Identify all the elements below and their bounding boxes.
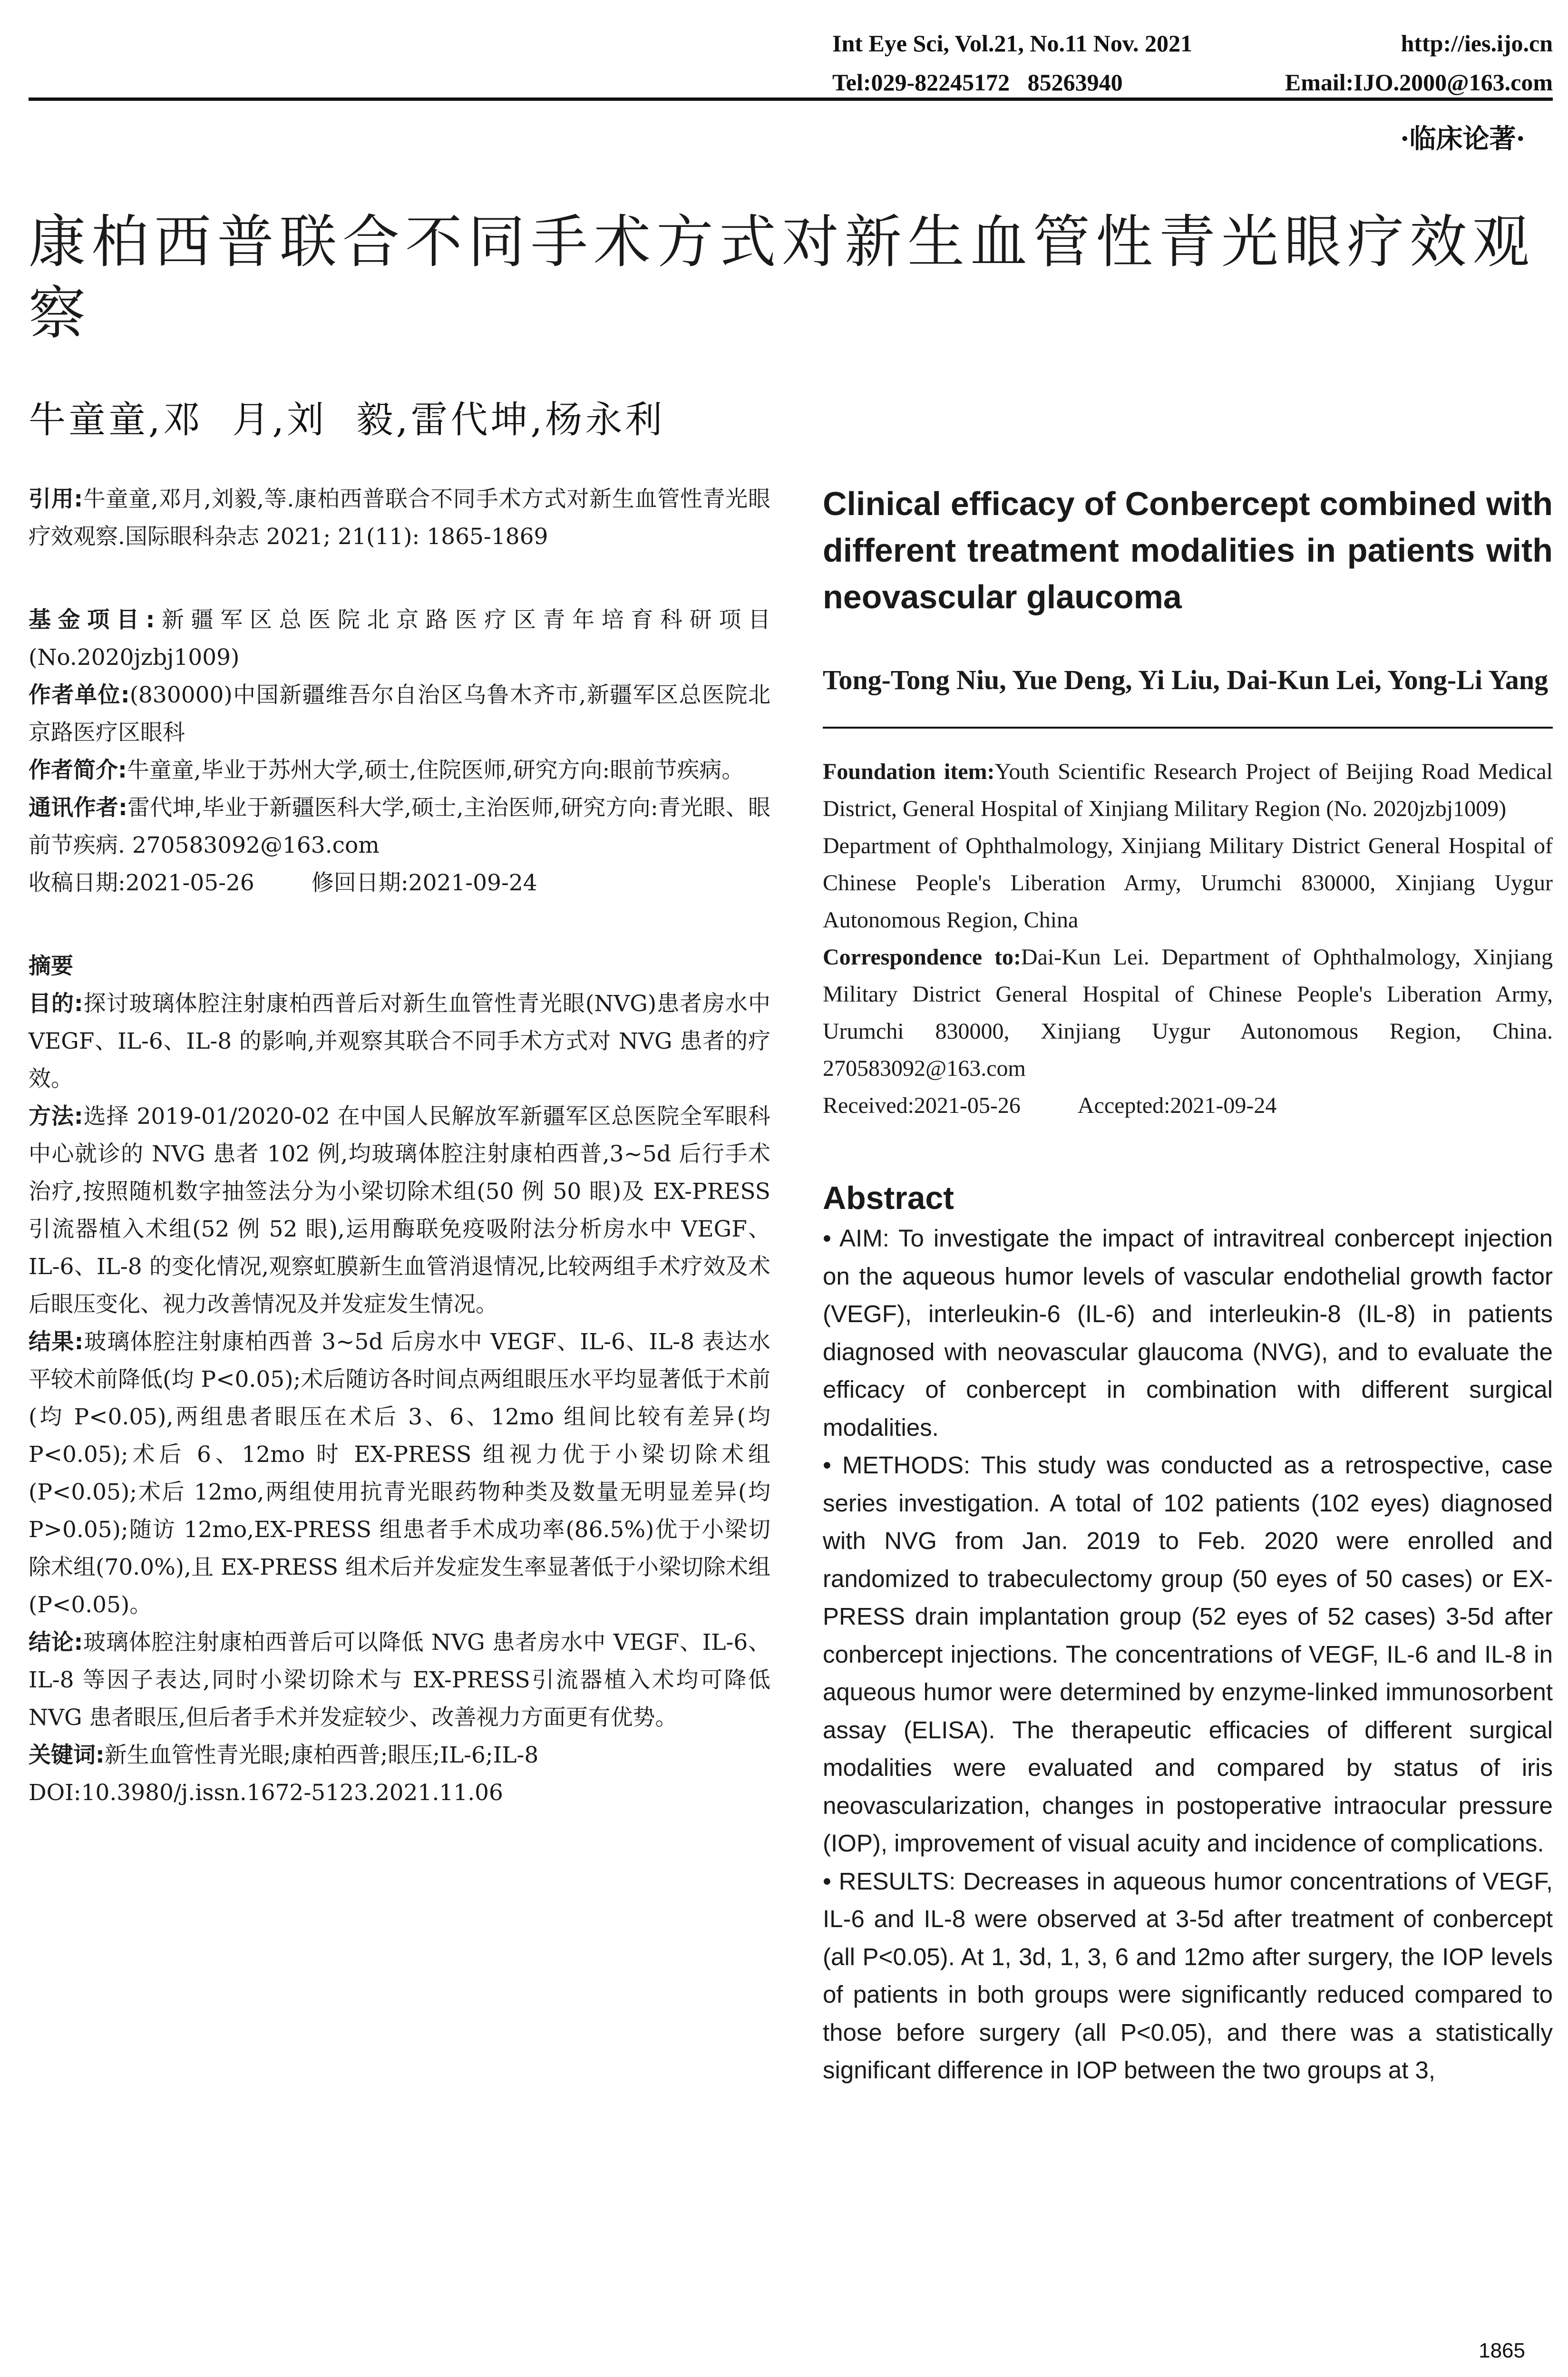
foundation-label: Foundation item: <box>823 759 995 784</box>
section-tag: ·临床论著· <box>1400 123 1525 155</box>
foundation-text: Youth Scientific Research Project of Beijing Road Medical District, General Hospital of Xinjiang Military Region (No. 2020jzbj1009) <box>823 759 1553 821</box>
abstract-en <box>823 1219 1553 2089</box>
correspondence-text-en: Dai-Kun Lei. Department of Ophthalmology, Xinjiang Military District General Hospital of Chinese People's Liberation Army, Urumchi 830000, Xinjiang Uygur Autonomous Region, China. 270583092@163.com <box>823 945 1553 1081</box>
dates-en <box>823 1087 1553 1124</box>
article-info-en <box>823 753 1553 1124</box>
revised-label-cn: 修回日期: <box>311 870 409 896</box>
citation-block <box>29 480 770 555</box>
keywords-block-cn <box>29 1736 770 1774</box>
keywords-label-cn: 关键词: <box>29 1742 105 1768</box>
journal-url: http://ies.ijo.cn <box>1401 30 1553 57</box>
conclusion-block-cn <box>29 1624 770 1736</box>
right-column <box>823 480 1553 2089</box>
journal-phone: Tel:029-82245172 85263940 <box>832 69 1123 96</box>
fund-text: 新疆军区总医院北京路医疗区青年培育科研项目(No.2020jzbj1009) <box>29 607 770 671</box>
results-text-en: • RESULTS: Decreases in aqueous humor concentrations of VEGF, IL-6 and IL-8 were observed at 3-5d after treatment of conbercept (all P<0.05). At 1, 3d, 1, 3, 6 and 12mo after surgery, the IOP levels of patients in both groups were significantly reduced compared to those before surgery (all P<0.05), and there was a statistically significant difference in IOP between the two groups at 3, <box>823 1867 1553 2084</box>
correspondence-label-cn: 通讯作者: <box>29 795 127 821</box>
accepted-date-en: Accepted:2021-09-24 <box>1077 1093 1277 1118</box>
results-block-cn <box>29 1323 770 1624</box>
abstract-heading-cn: 摘要 <box>29 953 73 979</box>
citation-label: 引用: <box>29 486 83 512</box>
author-divider <box>823 727 1553 729</box>
aim-text-en: • AIM: To investigate the impact of intravitreal conbercept injection on the aqueous humor levels of vascular endothelial growth factor (VEGF), interleukin-6 (IL-6) and interleukin-8 (IL-8) in patients diagnosed with neovascular glaucoma (NVG), and to evaluate the efficacy of conbercept in combination with different surgical modalities. <box>823 1225 1553 1441</box>
received-label-cn: 收稿日期: <box>29 870 126 896</box>
received-date-en: Received:2021-05-26 <box>823 1093 1021 1118</box>
keywords-text-cn: 新生血管性青光眼;康柏西普;眼压;IL-6;IL-8 <box>104 1742 539 1768</box>
results-text-cn: 玻璃体腔注射康柏西普 3~5d 后房水中 VEGF、IL-6、IL-8 表达水平较术前降低(均 P<0.05);术后随访各时间点两组眼压水平均显著低于术前(均 P<0.05),两组患者眼压在术后 3、6、12mo 组间比较有差异(均 P<0.05);术后 6、12mo 时 EX-PRESS 组视力优于小梁切除术组(P<0.05);术后 12mo,两组使用抗青光眼药物种类及数量无明显差异(均 P>0.05);随访 12mo,EX-PRESS 组患者手术成功率(86.5%)优于小梁切除术组(70.0%),且 EX-PRESS 组术后并发症发生率显著低于小梁切除术组(P<0.05)。 <box>29 1329 770 1618</box>
doi-text: DOI:10.3980/j.issn.1672-5123.2021.11.06 <box>29 1780 503 1806</box>
unit-text: (830000)中国新疆维吾尔自治区乌鲁木齐市,新疆军区总医院北京路医疗区眼科 <box>29 682 771 746</box>
journal-header <box>832 24 1553 102</box>
citation-text: 牛童童,邓月,刘毅,等.康柏西普联合不同手术方式对新生血管性青光眼疗效观察.国际眼科杂志 2021; 21(11): 1865-1869 <box>29 486 771 550</box>
correspondence-block-cn <box>29 789 770 864</box>
methods-label-cn: 方法: <box>29 1103 83 1130</box>
abstract-heading-en: Abstract <box>823 1180 954 1216</box>
received-date-cn: 2021-05-26 <box>125 870 254 896</box>
unit-label: 作者单位: <box>29 682 130 708</box>
conclusion-label-cn: 结论: <box>29 1629 83 1656</box>
article-title-cn: 康柏西普联合不同手术方式对新生血管性青光眼疗效观察 <box>29 209 1535 347</box>
journal-citation: Int Eye Sci, Vol.21, No.11 Nov. 2021 <box>832 30 1193 57</box>
revised-date-cn: 2021-09-24 <box>408 870 537 896</box>
left-column <box>29 480 770 1812</box>
methods-block-cn <box>29 1098 770 1323</box>
bio-text: 牛童童,毕业于苏州大学,硕士,住院医师,研究方向:眼前节疾病。 <box>127 757 744 783</box>
unit-block <box>29 676 770 751</box>
aim-label-cn: 目的: <box>29 991 83 1017</box>
dates-cn <box>29 864 770 902</box>
fund-label: 基金项目: <box>29 607 155 633</box>
foundation-block <box>823 753 1553 828</box>
department-text: Department of Ophthalmology, Xinjiang Military District General Hospital of Chinese People's Liberation Army, Urumchi 830000, Xinjiang Uygur Autonomous Region, China <box>823 833 1553 933</box>
conclusion-text-cn: 玻璃体腔注射康柏西普后可以降低 NVG 患者房水中 VEGF、IL-6、IL-8 等因子表达,同时小梁切除术与 EX-PRESS引流器植入术均可降低 NVG 患者眼压,但后者手术并发症较少、改善视力方面更有优势。 <box>29 1629 771 1731</box>
page-number: 1865 <box>1479 2339 1525 2362</box>
methods-text-en: • METHODS: This study was conducted as a retrospective, case series investigation. A total of 102 patients (102 eyes) diagnosed with NVG from Jan. 2019 to Feb. 2020 were enrolled and randomized to trabeculectomy group (50 eyes of 50 cases) or EX-PRESS drain implantation group (52 eyes of 52 cases) 3-5d after conbercept injections. The concentrations of VEGF, IL-6 and IL-8 in aqueous humor were determined by enzyme-linked immunosorbent assay (ELISA). The therapeutic efficacies of different surgical modalities were evaluated and compared by status of iris neovascularization, changes in postoperative intraocular pressure (IOP), improvement of visual acuity and incidence of complications. <box>823 1452 1553 1857</box>
correspondence-text-cn: 雷代坤,毕业于新疆医科大学,硕士,主治医师,研究方向:青光眼、眼前节疾病. 270583092@163.com <box>29 795 771 858</box>
author-list-cn: 牛童童,邓 月,刘 毅,雷代坤,杨永利 <box>29 399 665 441</box>
bio-label: 作者简介: <box>29 757 127 783</box>
article-title-en: Clinical efficacy of Conbercept combined with different treatment modalities in patients with neovascular glaucoma <box>823 485 1553 615</box>
fund-block <box>29 601 770 676</box>
correspondence-block-en <box>823 939 1553 1087</box>
aim-block-cn <box>29 985 770 1098</box>
journal-email: Email:IJO.2000@163.com <box>1285 69 1553 96</box>
methods-text-cn: 选择 2019-01/2020-02 在中国人民解放军新疆军区总医院全军眼科中心就诊的 NVG 患者 102 例,均玻璃体腔注射康柏西普,3~5d 后行手术治疗,按照随机数字抽签法分为小梁切除术组(50 例 50 眼)及 EX-PRESS 引流器植入术组(52 例 52 眼),运用酶联免疫吸附法分析房水中 VEGF、IL-6、IL-8 的变化情况,观察虹膜新生血管消退情况,比较两组手术疗效及术后眼压变化、视力改善情况及并发症发生情况。 <box>29 1103 771 1317</box>
correspondence-label-en: Correspondence to: <box>823 945 1021 970</box>
header-rule <box>29 97 1553 101</box>
aim-text-cn: 探讨玻璃体腔注射康柏西普后对新生血管性青光眼(NVG)患者房水中 VEGF、IL-6、IL-8 的影响,并观察其联合不同手术方式对 NVG 患者的疗效。 <box>29 991 770 1092</box>
results-label-cn: 结果: <box>29 1329 84 1355</box>
bio-block <box>29 751 770 789</box>
author-list-en: Tong-Tong Niu, Yue Deng, Yi Liu, Dai-Kun Lei, Yong-Li Yang <box>823 664 1549 695</box>
